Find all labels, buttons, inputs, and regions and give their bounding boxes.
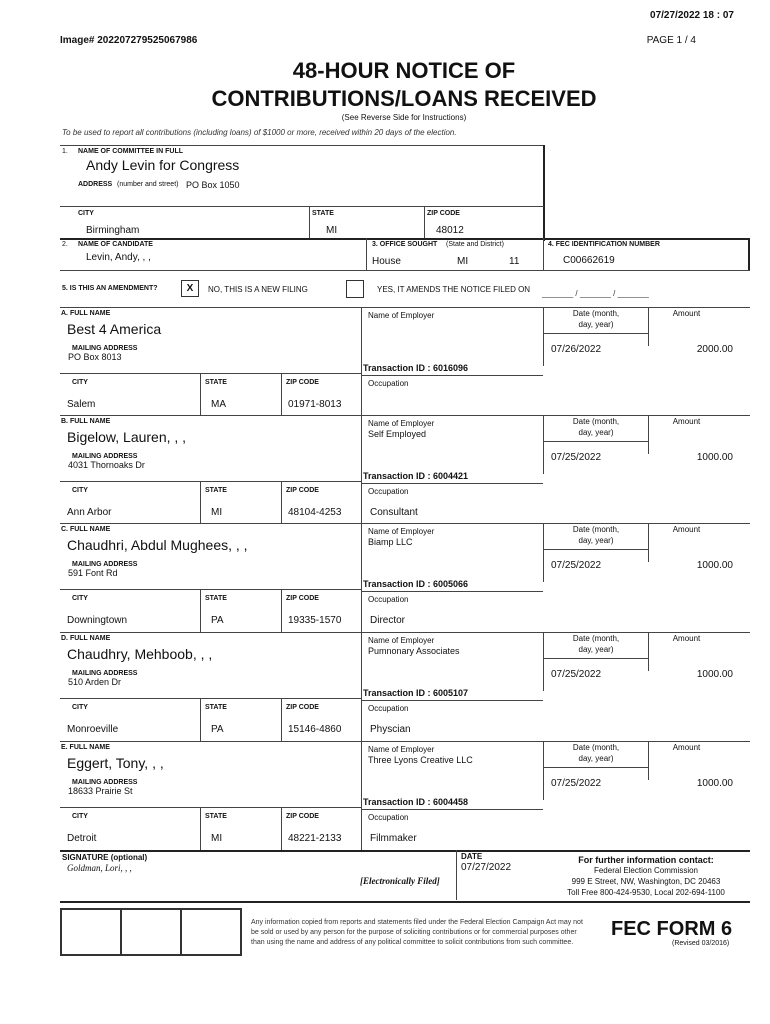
- committee-state: MI: [326, 225, 338, 236]
- contribution-amount: 1000.00: [696, 452, 733, 463]
- amendment-label: 5. IS THIS AN AMENDMENT?: [62, 285, 158, 292]
- committee-city: Birmingham: [86, 225, 140, 236]
- contributor-name: Chaudhry, Mehboob, , ,: [67, 646, 213, 662]
- footer-box-3: [180, 908, 242, 956]
- contributor-zip-label: ZIP CODE: [286, 379, 319, 386]
- transaction-id: Transaction ID : 6004421: [363, 471, 469, 481]
- contributor-state: PA: [211, 615, 224, 626]
- contributor-name: Best 4 America: [67, 321, 162, 337]
- contributor-zip: 48221-2133: [288, 833, 342, 844]
- contributor-state-label: STATE: [205, 813, 227, 820]
- state-zip-divider: [281, 589, 282, 632]
- footer-notice-line2: be sold or used by any person for the purpose of soliciting contributions or for commercial purposes other: [251, 929, 577, 936]
- state-zip-divider: [281, 373, 282, 416]
- amount-label: Amount: [672, 743, 701, 752]
- contributor-name: Bigelow, Lauren, , ,: [67, 429, 187, 445]
- committee-city-label: CITY: [78, 210, 94, 217]
- contributor-divider: [60, 523, 750, 524]
- form-number: FEC FORM 6: [611, 918, 733, 940]
- date-header-divider: [543, 441, 648, 442]
- office-sought-label: 3. OFFICE SOUGHT: [372, 241, 438, 248]
- contributor-zip-label: ZIP CODE: [286, 704, 319, 711]
- date-label-line2: day, year): [578, 645, 614, 654]
- committee-name-label: NAME OF COMMITTEE IN FULL: [78, 148, 183, 155]
- contributor-name: Eggert, Tony, , ,: [67, 755, 164, 771]
- contributor-employer: Pumnonary Associates: [368, 646, 460, 656]
- see-reverse-note: (See Reverse Side for Instructions): [341, 113, 467, 122]
- contributor-employer: Three Lyons Creative LLC: [368, 755, 473, 765]
- contributor-zip-label: ZIP CODE: [286, 813, 319, 820]
- date-label: Date (month,: [572, 743, 620, 752]
- contribution-amount: 2000.00: [696, 344, 733, 355]
- date-label: Date (month,: [572, 309, 620, 318]
- transaction-divider: [361, 483, 543, 484]
- contributor-address: 4031 Thornoaks Dr: [68, 460, 145, 470]
- contribution-amount: 1000.00: [696, 778, 733, 789]
- committee-number: 1.: [62, 148, 68, 155]
- occupation-label: Occupation: [368, 595, 409, 604]
- contribution-date: 07/26/2022: [551, 344, 602, 355]
- committee-zip: 48012: [436, 225, 464, 236]
- mailing-address-label: MAILING ADDRESS: [72, 345, 138, 352]
- amount-label: Amount: [672, 634, 701, 643]
- contribution-date: 07/25/2022: [551, 560, 602, 571]
- contributor-employer: Self Employed: [368, 429, 427, 439]
- contributor-city: Detroit: [67, 833, 97, 844]
- candidate-name-label: NAME OF CANDIDATE: [78, 241, 153, 248]
- full-name-label: E. FULL NAME: [61, 744, 110, 751]
- info-line3: Toll Free 800-424-9530, Local 202-694-1100: [567, 888, 725, 897]
- yes-amends-label: YES, IT AMENDS THE NOTICE FILED ON: [377, 285, 531, 294]
- contributor-address: PO Box 8013: [68, 352, 122, 362]
- date-label: Date (month,: [572, 634, 620, 643]
- city-state-divider: [200, 698, 201, 741]
- footer-box-1: [60, 908, 122, 956]
- contributor-city: Salem: [67, 399, 96, 410]
- contributor-address: 510 Arden Dr: [68, 677, 122, 687]
- occupation-label: Occupation: [368, 813, 409, 822]
- header-timestamp: 07/27/2022 18 : 07: [650, 10, 734, 21]
- address-divider: [60, 589, 361, 590]
- contributor-city-label: CITY: [72, 379, 88, 386]
- state-zip-divider: [281, 481, 282, 524]
- contributor-state-label: STATE: [205, 595, 227, 602]
- image-id: Image# 202207279525067986: [60, 35, 198, 46]
- full-name-label: B. FULL NAME: [61, 418, 111, 425]
- contributor-zip: 01971-8013: [288, 399, 342, 410]
- contributor-divider: [60, 741, 750, 742]
- fec-id: C00662619: [563, 255, 615, 266]
- employer-label: Name of Employer: [368, 419, 435, 428]
- address-divider: [60, 807, 361, 808]
- contributor-occupation: Filmmaker: [370, 833, 417, 844]
- contributor-address: 18633 Prairie St: [68, 786, 133, 796]
- contributor-city-label: CITY: [72, 704, 88, 711]
- employer-label: Name of Employer: [368, 527, 435, 536]
- candidate-name: Levin, Andy, , ,: [86, 252, 151, 263]
- committee-name: Andy Levin for Congress: [86, 157, 240, 173]
- contributor-city: Ann Arbor: [67, 507, 112, 518]
- mailing-address-label: MAILING ADDRESS: [72, 453, 138, 460]
- mailing-address-label: MAILING ADDRESS: [72, 779, 138, 786]
- amount-label: Amount: [672, 525, 701, 534]
- date-header-divider: [543, 658, 648, 659]
- signature-name: Goldman, Lori, , ,: [67, 863, 132, 873]
- date-label: Date (month,: [572, 525, 620, 534]
- contributor-zip-label: ZIP CODE: [286, 487, 319, 494]
- contributor-occupation: Consultant: [370, 507, 418, 518]
- full-name-label: C. FULL NAME: [61, 526, 111, 533]
- contributor-zip: 48104-4253: [288, 507, 342, 518]
- transaction-divider: [361, 700, 543, 701]
- footer-box-2: [120, 908, 182, 956]
- page-number: PAGE 1 / 4: [646, 35, 696, 46]
- contributor-occupation: Director: [370, 615, 406, 626]
- transaction-id: Transaction ID : 6016096: [363, 363, 469, 373]
- footer-notice-line1: Any information copied from reports and statements filed under the Federal Election Campaign Act may not: [251, 919, 583, 926]
- contributor-city: Monroeville: [67, 724, 119, 735]
- electronically-filed: [Electronically Filed]: [360, 876, 440, 886]
- contributor-state: MI: [211, 507, 223, 518]
- no-new-filing-checkbox[interactable]: X: [181, 280, 199, 297]
- committee-zip-label: ZIP CODE: [427, 210, 460, 217]
- office-sought: House: [372, 256, 401, 267]
- city-state-divider: [200, 481, 201, 524]
- mailing-address-label: MAILING ADDRESS: [72, 561, 138, 568]
- form-title-line2: CONTRIBUTIONS/LOANS RECEIVED: [211, 86, 597, 111]
- transaction-id: Transaction ID : 6005107: [363, 688, 469, 698]
- address-divider: [60, 698, 361, 699]
- transaction-divider: [361, 375, 543, 376]
- amount-label: Amount: [672, 309, 701, 318]
- date-label-line2: day, year): [578, 754, 614, 763]
- contributor-zip-label: ZIP CODE: [286, 595, 319, 602]
- instruction-text: To be used to report all contributions (including loans) of $1000 or more, received within 20 days of the election.: [62, 128, 457, 137]
- transaction-divider: [361, 809, 543, 810]
- amendment-date-blank: _______ / _______ / _______: [542, 289, 649, 298]
- address-divider: [60, 481, 361, 482]
- contributor-col-divider: [361, 415, 362, 524]
- contributor-city-label: CITY: [72, 487, 88, 494]
- contributor-state-label: STATE: [205, 487, 227, 494]
- footer-notice-line3: than using the name and address of any political committee to solicit contributions from such committee.: [251, 939, 574, 946]
- contribution-date: 07/25/2022: [551, 452, 602, 463]
- signature-label: SIGNATURE (optional): [62, 853, 148, 862]
- form-revised: (Revised 03/2016): [672, 940, 730, 947]
- contributor-col-divider: [361, 632, 362, 741]
- contributor-address: 591 Font Rd: [68, 568, 118, 578]
- contributor-col-divider: [361, 307, 362, 416]
- city-state-divider: [200, 589, 201, 632]
- office-state: MI: [457, 256, 469, 267]
- date-label-line2: day, year): [578, 536, 614, 545]
- transaction-id: Transaction ID : 6005066: [363, 579, 469, 589]
- occupation-label: Occupation: [368, 704, 409, 713]
- employer-label: Name of Employer: [368, 311, 435, 320]
- signature-date-label: DATE: [461, 852, 483, 861]
- contributor-divider: [60, 307, 750, 308]
- employer-label: Name of Employer: [368, 745, 435, 754]
- signature-date: 07/27/2022: [461, 862, 512, 873]
- date-label-line2: day, year): [578, 320, 614, 329]
- amount-label: Amount: [672, 417, 701, 426]
- occupation-label: Occupation: [368, 379, 409, 388]
- contributor-state: MI: [211, 833, 223, 844]
- contributor-state-label: STATE: [205, 379, 227, 386]
- committee-state-label: STATE: [312, 210, 334, 217]
- city-state-divider: [200, 373, 201, 416]
- state-zip-divider: [281, 698, 282, 741]
- mailing-address-label: MAILING ADDRESS: [72, 670, 138, 677]
- contributor-col-divider: [361, 741, 362, 850]
- occupation-label: Occupation: [368, 487, 409, 496]
- address-divider: [60, 373, 361, 374]
- info-heading: For further information contact:: [578, 855, 714, 865]
- contributor-city: Downingtown: [67, 615, 128, 626]
- contributor-employer: Biamp LLC: [368, 537, 413, 547]
- date-header-divider: [543, 767, 648, 768]
- contribution-amount: 1000.00: [696, 560, 733, 571]
- contributor-state: MA: [211, 399, 226, 410]
- candidate-number: 2.: [62, 241, 68, 248]
- contributor-state-label: STATE: [205, 704, 227, 711]
- office-sought-sublabel: (State and District): [446, 241, 504, 248]
- state-zip-divider: [281, 807, 282, 850]
- contributor-city-label: CITY: [72, 595, 88, 602]
- committee-address-label: ADDRESS: [78, 181, 113, 188]
- info-line2: 999 E Street, NW, Washington, DC 20463: [571, 877, 721, 886]
- contribution-amount: 1000.00: [696, 669, 733, 680]
- date-label-line2: day, year): [578, 428, 614, 437]
- committee-address: PO Box 1050: [186, 180, 240, 190]
- info-line1: Federal Election Commission: [593, 866, 699, 875]
- full-name-label: D. FULL NAME: [61, 635, 111, 642]
- contributor-zip: 15146-4860: [288, 724, 342, 735]
- city-state-divider: [200, 807, 201, 850]
- contributor-divider: [60, 415, 750, 416]
- contribution-date: 07/25/2022: [551, 778, 602, 789]
- date-label: Date (month,: [572, 417, 620, 426]
- fec-id-label: 4. FEC IDENTIFICATION NUMBER: [548, 241, 660, 248]
- full-name-label: A. FULL NAME: [61, 310, 111, 317]
- no-new-filing-label: NO, THIS IS A NEW FILING: [208, 285, 308, 294]
- contributor-state: PA: [211, 724, 224, 735]
- transaction-divider: [361, 591, 543, 592]
- committee-address-sublabel: (number and street): [117, 181, 179, 188]
- transaction-id: Transaction ID : 6004458: [363, 797, 469, 807]
- form-title-line1: 48-HOUR NOTICE OF: [292, 58, 516, 83]
- contributor-occupation: Physcian: [370, 724, 411, 735]
- contributor-city-label: CITY: [72, 813, 88, 820]
- date-header-divider: [543, 333, 648, 334]
- contributor-divider: [60, 632, 750, 633]
- yes-amends-checkbox[interactable]: [346, 280, 364, 298]
- contributor-col-divider: [361, 523, 362, 632]
- employer-label: Name of Employer: [368, 636, 435, 645]
- date-header-divider: [543, 549, 648, 550]
- office-district: 11: [509, 256, 520, 267]
- contributor-zip: 19335-1570: [288, 615, 342, 626]
- contribution-date: 07/25/2022: [551, 669, 602, 680]
- contributor-name: Chaudhri, Abdul Mughees, , ,: [67, 537, 248, 553]
